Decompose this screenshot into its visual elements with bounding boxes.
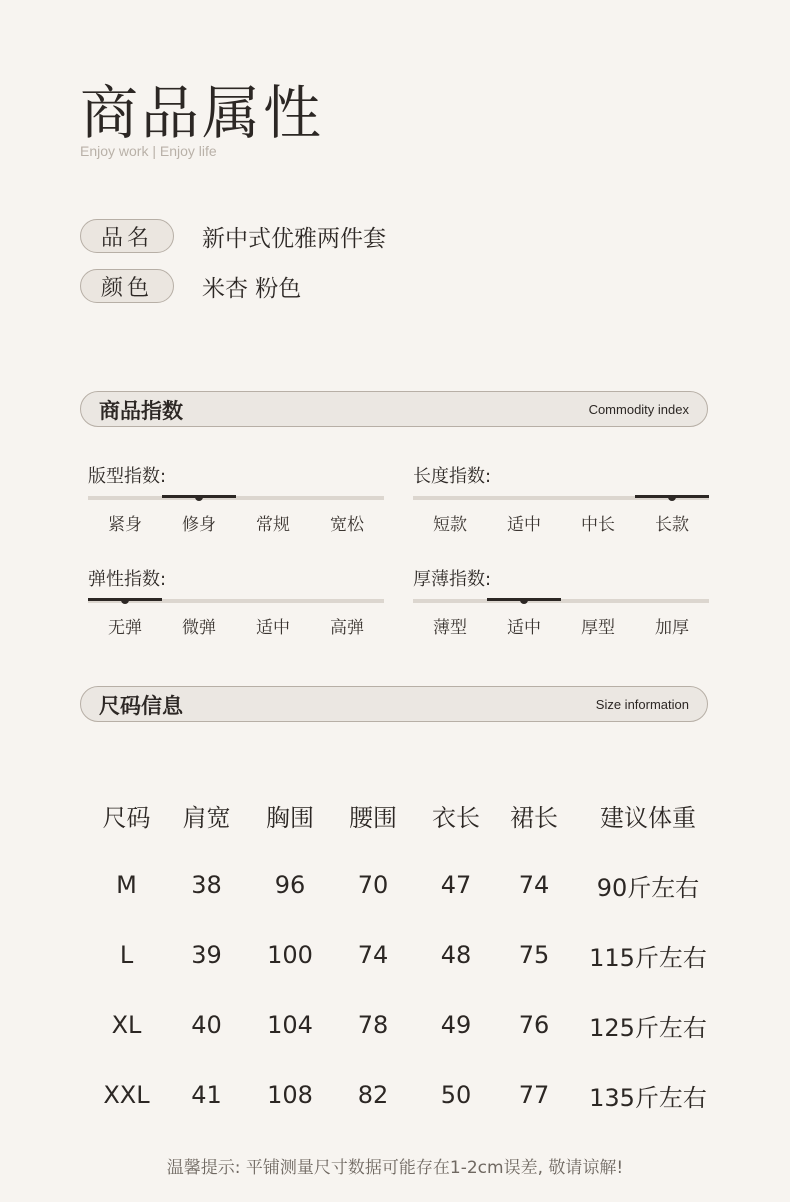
table-cell: 90斤左右 (596, 873, 700, 902)
size-info-header (80, 686, 708, 722)
index-elasticity (88, 565, 384, 638)
index-option: 短款 (433, 515, 467, 535)
table-header-cell: 裙长 (510, 803, 558, 832)
table-header-row (88, 780, 726, 850)
table-header-cell: 建议体重 (600, 803, 696, 832)
table-cell: 50 (440, 1081, 472, 1109)
table-cell: M (116, 871, 137, 899)
table-cell: L (119, 941, 134, 969)
index-marker (520, 598, 528, 604)
index-label: 弹性指数: (88, 569, 167, 590)
table-header-cell: 胸围 (266, 803, 314, 832)
index-option: 宽松 (330, 515, 364, 535)
table-cell: XL (111, 1011, 142, 1039)
table-cell: 48 (440, 941, 472, 969)
index-track (88, 599, 384, 603)
table-cell: 125斤左右 (589, 1013, 707, 1042)
table-cell: 100 (267, 941, 313, 969)
index-label: 版型指数: (88, 466, 167, 487)
index-track (88, 496, 384, 500)
table-cell: 78 (357, 1011, 389, 1039)
table-cell: 108 (267, 1081, 313, 1109)
size-note: 温馨提示: 平铺测量尺寸数据可能存在1-2cm误差, 敬请谅解! (166, 1158, 624, 1178)
table-cell: 82 (357, 1081, 389, 1109)
table-row (88, 1060, 726, 1130)
index-track (413, 496, 709, 500)
table-row (88, 990, 726, 1060)
table-cell: 47 (440, 871, 472, 899)
table-row (88, 920, 726, 990)
index-option: 中长 (581, 515, 615, 535)
commodity-index-header (80, 391, 708, 427)
index-option: 常规 (256, 515, 290, 535)
table-row (88, 850, 726, 920)
table-cell: XXL (103, 1081, 150, 1109)
index-option: 修身 (182, 515, 216, 535)
index-option: 厚型 (581, 618, 615, 638)
table-header-cell: 尺码 (102, 803, 151, 832)
index-label: 长度指数: (413, 466, 492, 487)
index-option: 高弹 (330, 618, 364, 638)
index-marker (195, 495, 203, 501)
table-cell: 74 (357, 941, 389, 969)
attribute-label-pill: 颜色 (80, 269, 174, 303)
section-subtitle: Commodity index (588, 402, 689, 417)
attribute-value: 米杏 粉色 (202, 275, 302, 302)
table-cell: 70 (357, 871, 389, 899)
table-cell: 77 (518, 1081, 550, 1109)
index-option: 加厚 (655, 618, 689, 638)
index-option: 适中 (507, 618, 541, 638)
table-cell: 74 (518, 871, 550, 899)
table-cell: 38 (191, 871, 222, 899)
index-track (413, 599, 709, 603)
table-header-cell: 腰围 (349, 803, 397, 832)
index-label: 厚薄指数: (413, 569, 492, 590)
page-subtitle: Enjoy work | Enjoy life (80, 143, 217, 159)
index-option: 长款 (655, 515, 689, 535)
index-option: 微弹 (182, 618, 216, 638)
table-cell: 40 (191, 1011, 222, 1039)
page-title: 商品属性 (80, 79, 325, 147)
index-option: 适中 (256, 618, 290, 638)
table-cell: 96 (274, 871, 306, 899)
table-cell: 75 (518, 941, 550, 969)
table-header-cell: 肩宽 (182, 803, 231, 832)
table-cell: 135斤左右 (589, 1083, 707, 1112)
attribute-row-name (80, 218, 386, 254)
index-marker (121, 598, 129, 604)
index-option: 紧身 (108, 515, 142, 535)
attribute-value: 新中式优雅两件套 (202, 225, 386, 252)
section-title: 商品指数 (99, 399, 183, 423)
index-thickness (413, 565, 709, 638)
table-cell: 41 (191, 1081, 222, 1109)
table-cell: 104 (267, 1011, 313, 1039)
attribute-row-color (80, 268, 301, 304)
attribute-label-pill: 品名 (80, 219, 174, 253)
size-table (88, 780, 726, 1130)
index-marker (668, 495, 676, 501)
index-option: 无弹 (108, 618, 142, 638)
index-option: 薄型 (433, 618, 467, 638)
table-header-cell: 衣长 (432, 803, 480, 832)
table-cell: 76 (518, 1011, 550, 1039)
index-fit (88, 462, 384, 535)
index-length (413, 462, 709, 535)
index-option: 适中 (507, 515, 541, 535)
table-cell: 49 (440, 1011, 472, 1039)
table-cell: 39 (191, 941, 222, 969)
section-subtitle: Size information (595, 697, 689, 712)
section-title: 尺码信息 (99, 694, 183, 718)
table-cell: 115斤左右 (589, 943, 707, 972)
